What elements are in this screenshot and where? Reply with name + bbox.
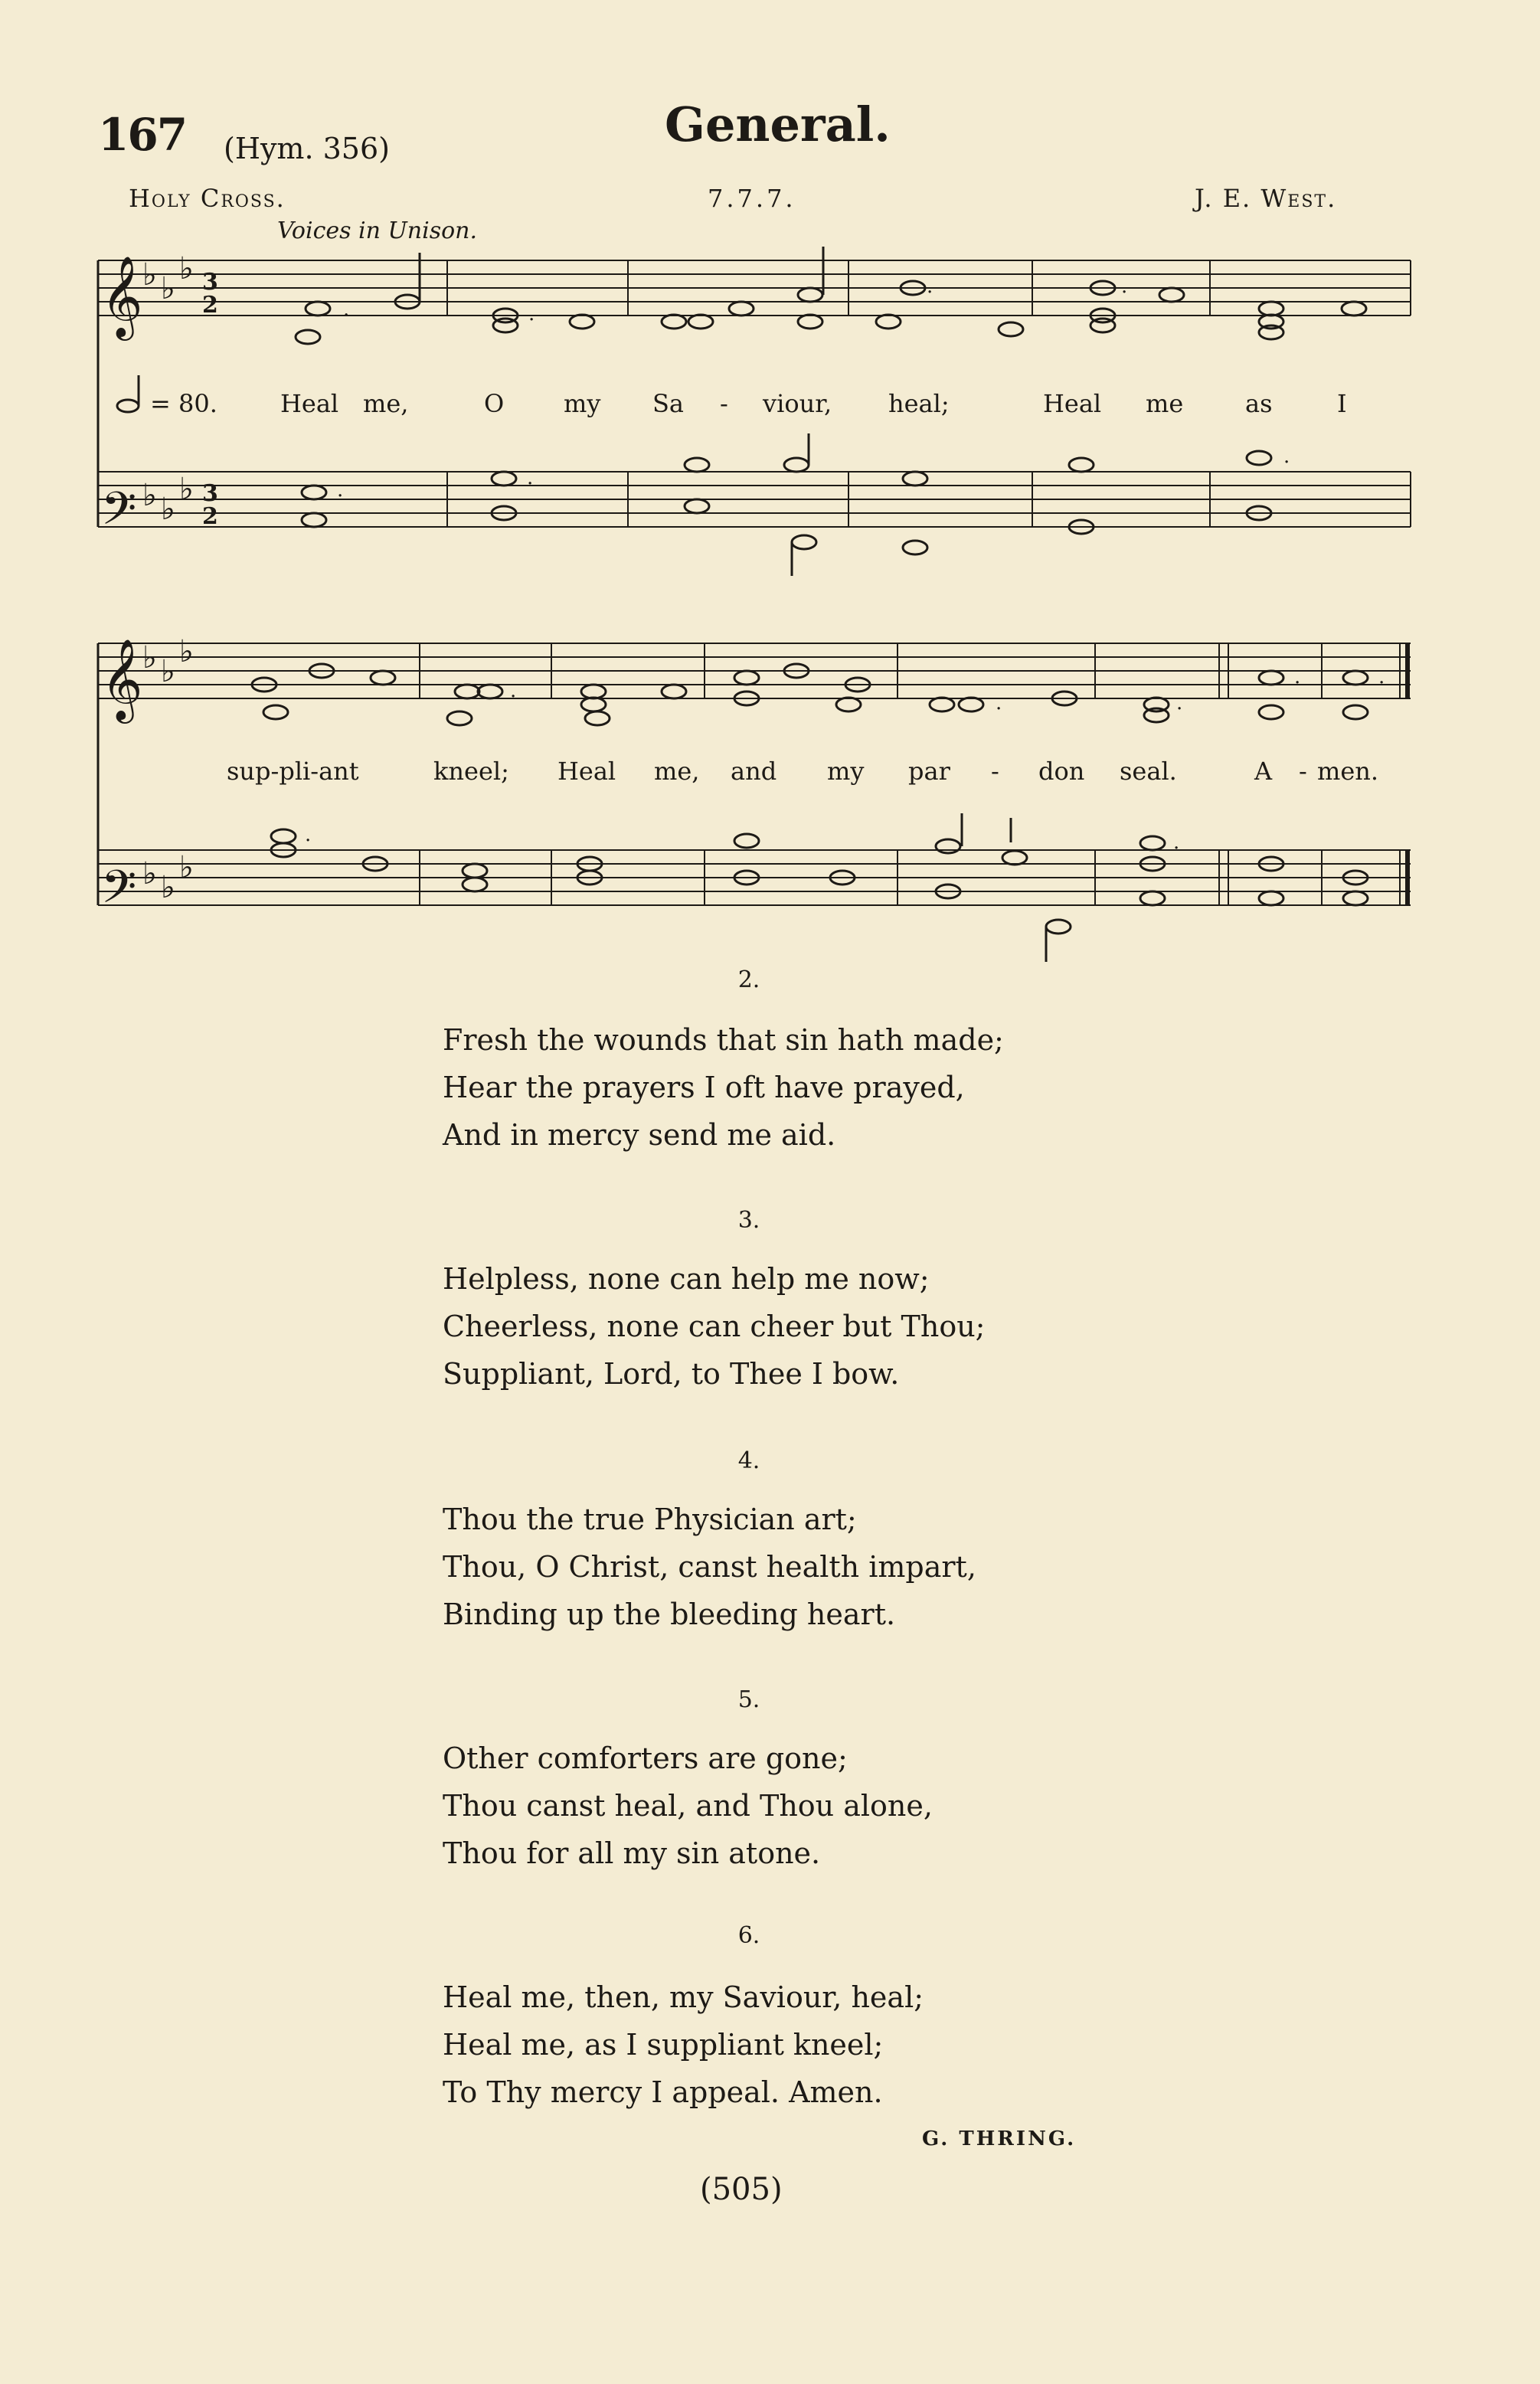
svg-text:.: . bbox=[996, 692, 1002, 715]
meter: 7.7.7. bbox=[708, 184, 796, 213]
lyric-syllable: seal. bbox=[1120, 757, 1177, 786]
svg-text:.: . bbox=[1176, 692, 1183, 715]
verse-line: And in mercy send me aid. bbox=[443, 1118, 836, 1152]
svg-text:♭: ♭ bbox=[161, 654, 175, 689]
svg-text:♭: ♭ bbox=[142, 640, 157, 675]
svg-text:♭: ♭ bbox=[142, 856, 157, 891]
svg-text:♭: ♭ bbox=[161, 271, 175, 306]
svg-text:.: . bbox=[1121, 275, 1128, 298]
tune-name: Holy Cross. bbox=[129, 184, 286, 213]
page-number: (505) bbox=[700, 2172, 783, 2207]
lyric-syllable: Heal bbox=[280, 389, 339, 418]
lyric-hyphen: - bbox=[991, 757, 999, 786]
lyric-syllable: me, bbox=[654, 757, 700, 786]
lyric-syllable: Heal bbox=[1043, 389, 1102, 418]
stanza-number: 4. bbox=[737, 1447, 760, 1474]
verse-line: Suppliant, Lord, to Thee I bow. bbox=[443, 1357, 900, 1391]
lyric-syllable: kneel; bbox=[433, 757, 509, 786]
music-system-1 bbox=[0, 0, 1540, 597]
svg-text:♭: ♭ bbox=[161, 870, 175, 905]
composer: J. E. West. bbox=[1195, 184, 1337, 213]
lyric-syllable: my bbox=[827, 757, 865, 786]
stanza-number: 6. bbox=[737, 1922, 760, 1949]
svg-text:.: . bbox=[927, 275, 933, 298]
verse-line: Thou canst heal, and Thou alone, bbox=[443, 1789, 933, 1823]
verse-line: Binding up the bleeding heart. bbox=[443, 1598, 896, 1631]
lyric-syllable: me bbox=[1146, 389, 1184, 418]
svg-text:𝄞: 𝄞 bbox=[101, 638, 143, 720]
section-title: General. bbox=[665, 96, 891, 152]
lyric-syllable: don bbox=[1038, 757, 1085, 786]
svg-text:𝄢: 𝄢 bbox=[101, 860, 137, 924]
verse-line: Cheerless, none can cheer but Thou; bbox=[443, 1310, 986, 1343]
svg-text:♭: ♭ bbox=[161, 492, 175, 527]
stanza-number: 3. bbox=[737, 1207, 760, 1234]
svg-text:.: . bbox=[1283, 445, 1290, 468]
svg-text:.: . bbox=[510, 679, 517, 702]
svg-text:3: 3 bbox=[202, 269, 218, 296]
svg-text:𝄢: 𝄢 bbox=[101, 482, 137, 546]
verse-line: Thou for all my sin atone. bbox=[443, 1836, 821, 1870]
svg-text:.: . bbox=[305, 823, 312, 846]
svg-text:.: . bbox=[527, 466, 534, 489]
svg-text:♭: ♭ bbox=[179, 472, 194, 507]
svg-text:.: . bbox=[343, 298, 350, 321]
hymn-number: 167 bbox=[98, 109, 187, 161]
svg-text:3: 3 bbox=[202, 480, 218, 507]
performance-direction: Voices in Unison. bbox=[277, 217, 478, 244]
verse-line: Other comforters are gone; bbox=[443, 1741, 848, 1775]
lyric-hyphen: - bbox=[720, 389, 728, 418]
svg-text:.: . bbox=[337, 479, 344, 502]
lyric-syllable: viour, bbox=[763, 389, 832, 418]
svg-text:2: 2 bbox=[202, 503, 218, 530]
lyric-syllable: and bbox=[731, 757, 777, 786]
stanza-number: 2. bbox=[737, 966, 760, 993]
svg-text:.: . bbox=[528, 302, 535, 325]
svg-text:♭: ♭ bbox=[142, 478, 157, 513]
music-system-2 bbox=[0, 597, 1540, 996]
verse-line: Heal me, then, my Saviour, heal; bbox=[443, 1980, 924, 2014]
hymn-author: G. THRING. bbox=[922, 2127, 1077, 2150]
lyric-syllable: as bbox=[1245, 389, 1273, 418]
lyric-syllable: O bbox=[484, 389, 505, 418]
lyric-syllable: men. bbox=[1317, 757, 1379, 786]
svg-text:♭: ♭ bbox=[179, 251, 194, 286]
svg-text:.: . bbox=[1378, 665, 1385, 688]
verse-line: Helpless, none can help me now; bbox=[443, 1262, 930, 1296]
verse-line: To Thy mercy I appeal. Amen. bbox=[443, 2075, 883, 2109]
lyric-syllable: par bbox=[908, 757, 950, 786]
lyric-syllable: Heal bbox=[557, 757, 616, 786]
lyric-syllable: I bbox=[1337, 389, 1347, 418]
svg-text:.: . bbox=[1173, 831, 1180, 854]
svg-text:.: . bbox=[1294, 665, 1301, 688]
hymn-reference: (Hym. 356) bbox=[224, 132, 390, 165]
verse-line: Fresh the wounds that sin hath made; bbox=[443, 1023, 1004, 1057]
lyric-syllable: my bbox=[564, 389, 601, 418]
lyric-hyphen: - bbox=[1299, 757, 1307, 786]
verse-line: Thou, O Christ, canst health impart, bbox=[443, 1550, 976, 1584]
svg-text:♭: ♭ bbox=[179, 850, 194, 885]
lyric-syllable: sup-pli-ant bbox=[227, 757, 359, 786]
lyric-syllable: Sa bbox=[652, 389, 684, 418]
lyric-syllable: heal; bbox=[888, 389, 950, 418]
verse-line: Heal me, as I suppliant kneel; bbox=[443, 2028, 884, 2062]
svg-text:♭: ♭ bbox=[142, 257, 157, 293]
verse-line: Hear the prayers I oft have prayed, bbox=[443, 1071, 965, 1104]
lyric-syllable: A bbox=[1254, 757, 1273, 786]
svg-text:♭: ♭ bbox=[179, 634, 194, 669]
svg-text:2: 2 bbox=[202, 292, 218, 319]
verse-line: Thou the true Physician art; bbox=[443, 1503, 857, 1536]
tempo-marking: = 80. bbox=[150, 389, 217, 418]
svg-text:𝄞: 𝄞 bbox=[101, 255, 143, 337]
lyric-syllable: me, bbox=[363, 389, 409, 418]
stanza-number: 5. bbox=[737, 1686, 760, 1713]
